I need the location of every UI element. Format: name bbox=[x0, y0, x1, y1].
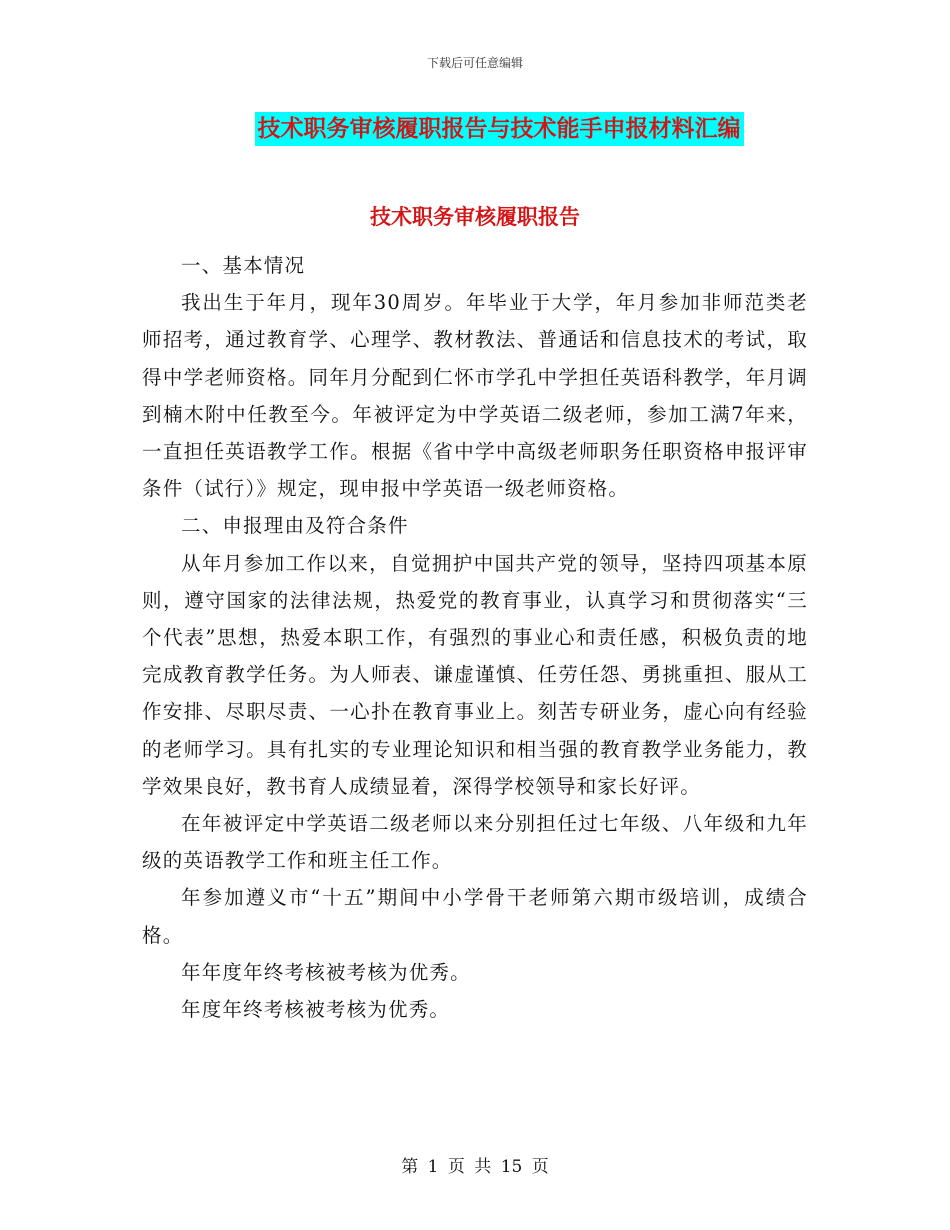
heading-basic-info: 一、基本情况 bbox=[181, 254, 306, 277]
document-main-title: 技术职务审核履职报告与技术能手申报材料汇编 bbox=[255, 112, 744, 146]
paragraph-basic-info: 我出生于年月，现年30周岁。年毕业于大学，年月参加非师范类老师招考，通过教育学、心理学、教材教法、普通话和信息技术的考试，取得中学老师资格。同年月分配到仁怀市学孔中学担任英语科教学，年月调到楠木附中任教至今。年被评定为中学英语二级老师，参加工满7年来，一直担任英语教学工作。根据《省中学中高级老师职务任职资格申报评审条件（试行）》规定，现申报中学英语一级老师资格。 bbox=[142, 291, 808, 501]
page-footer: 第 1 页 共 15 页 bbox=[401, 1157, 549, 1177]
paragraph-teaching-roles: 在年被评定中学英语二级老师以来分别担任过七年级、八年级和九年级的英语教学工作和班主任工作。 bbox=[142, 812, 808, 873]
paragraph-work-record: 从年月参加工作以来，自觉拥护中国共产党的领导，坚持四项基本原则，遵守国家的法律法规，热爱党的教育事业，认真学习和贯彻落实“三个代表”思想，热爱本职工作，有强烈的事业心和责任感，积极负责的地完成教育教学任务。为人师表、谦虚谨慎、任劳任怨、勇挑重担、服从工作安排、尽职尽责、一心扑在教育事业上。刻苦专研业务，虚心向有经验的老师学习。具有扎实的专业理论知识和相当强的教育教学业务能力，教学效果良好，教书育人成绩显着，深得学校领导和家长好评。 bbox=[142, 551, 808, 798]
paragraph-training: 年参加遵义市“十五”期间中小学骨干老师第六期市级培训，成绩合格。 bbox=[142, 886, 808, 947]
paragraph-assessment-2: 年度年终考核被考核为优秀。 bbox=[181, 998, 451, 1022]
paragraph-assessment-1: 年年度年终考核被考核为优秀。 bbox=[181, 960, 471, 984]
main-title-container bbox=[0, 112, 950, 146]
section-title: 技术职务审核履职报告 bbox=[370, 205, 580, 229]
document-body bbox=[142, 247, 808, 1028]
page-header-note: 下载后可任意编辑 bbox=[426, 56, 523, 70]
heading-application-reasons: 二、申报理由及符合条件 bbox=[181, 514, 409, 538]
